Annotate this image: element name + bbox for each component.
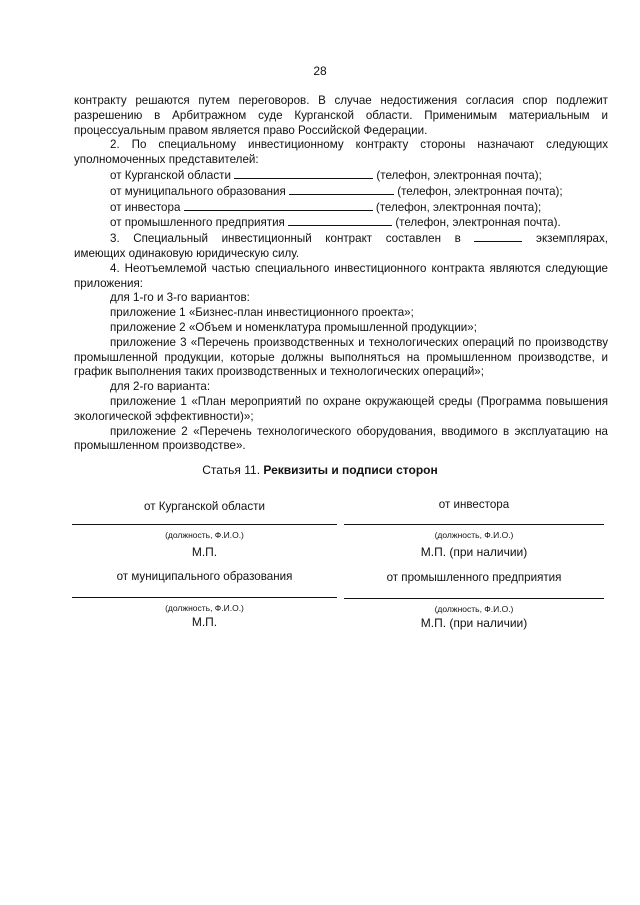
signature-caption: (должность, Ф.И.О.) [165, 603, 244, 613]
appendix-2-equipment: приложение 2 «Перечень технологического оборудования, вводимого в эксплуатацию на промышленном производстве». [74, 424, 608, 453]
signature-line [72, 524, 337, 525]
blank-line [288, 215, 392, 226]
representative-contact: (телефон, электронная почта). [395, 216, 561, 230]
paragraph-copies [74, 231, 608, 247]
representative-municipal [74, 184, 608, 200]
article-heading: Реквизиты и подписи сторон [263, 463, 438, 477]
copies-text-end: экземплярах, [536, 232, 608, 246]
paragraph-copies-line2: имеющих одинаковую юридическую силу. [74, 246, 300, 260]
paragraph-appendices: 4. Неотъемлемой частью специального инвестиционного контракта являются следующие приложения: [74, 261, 608, 290]
signature-kurgan [72, 496, 337, 566]
representative-label: от промышленного предприятия [110, 216, 285, 230]
contract-body [74, 94, 608, 454]
representative-contact: (телефон, электронная почта); [397, 184, 563, 198]
paragraph-disputes: контракту решаются путем переговоров. В случае недостижения согласия спор подлежит разрешению в Арбитражном суде Курганской области. Применимым материальным и процессуальным правом является право Российской Федерации. [74, 94, 608, 137]
blank-line [184, 200, 373, 211]
representative-contact: (телефон, электронная почта); [375, 200, 542, 214]
representative-kurgan [74, 168, 608, 184]
signature-line [72, 597, 337, 598]
representative-label: от инвестора [110, 200, 181, 214]
signature-party: от муниципального образования [116, 570, 293, 583]
signature-caption: (должность, Ф.И.О.) [434, 604, 514, 614]
signature-investor [344, 496, 604, 566]
signature-party: от промышленного предприятия [386, 571, 562, 584]
appendix-1-environment: приложение 1 «План мероприятий по охране окружающей среды (Программа повышения экологической эффективности)»; [74, 394, 608, 423]
blank-line [234, 168, 373, 179]
signature-caption: (должность, Ф.И.О.) [434, 530, 514, 540]
signature-stamp: М.П. (при наличии) [420, 545, 528, 559]
signature-stamp: М.П. [191, 615, 218, 629]
blank-line [289, 184, 394, 195]
article-number: Статья 11. [202, 463, 261, 477]
paragraph-representatives: 2. По специальному инвестиционному контракту стороны назначают следующих уполномоченных представителей: [74, 138, 608, 167]
signature-line [344, 598, 604, 599]
signature-line [344, 524, 604, 525]
signature-stamp: М.П. (при наличии) [420, 616, 528, 630]
representative-label: от Курганской области [110, 168, 231, 182]
signature-caption: (должность, Ф.И.О.) [165, 530, 244, 540]
variant-2-heading: для 2-го варианта: [110, 380, 211, 394]
appendix-3-operations: приложение 3 «Перечень производственных и технологических операций по производству промышленной продукции, которые должны выполняться на промышленном производстве, и график выполнения таких производственных и технологических операций»; [74, 335, 608, 379]
signature-enterprise [344, 570, 604, 640]
representative-contact: (телефон, электронная почта); [376, 168, 542, 182]
signature-municipal [72, 570, 337, 640]
representative-label: от муниципального образования [110, 184, 286, 198]
page-number: 28 [313, 64, 327, 78]
signature-party: от инвестора [438, 498, 510, 511]
representative-investor [74, 200, 608, 216]
appendix-1-business-plan: приложение 1 «Бизнес-план инвестиционного проекта»; [110, 306, 414, 320]
copies-text-start: 3. Специальный инвестиционный контракт составлен в [110, 232, 461, 246]
signature-party: от Курганской области [144, 500, 265, 513]
blank-line [474, 231, 522, 242]
article-11-title [0, 463, 640, 477]
appendix-2-products: приложение 2 «Объем и номенклатура промышленной продукции»; [110, 320, 477, 334]
signature-stamp: М.П. [191, 545, 218, 559]
representative-enterprise [74, 215, 608, 231]
variant-1-3-heading: для 1-го и 3-го вариантов: [110, 291, 250, 305]
